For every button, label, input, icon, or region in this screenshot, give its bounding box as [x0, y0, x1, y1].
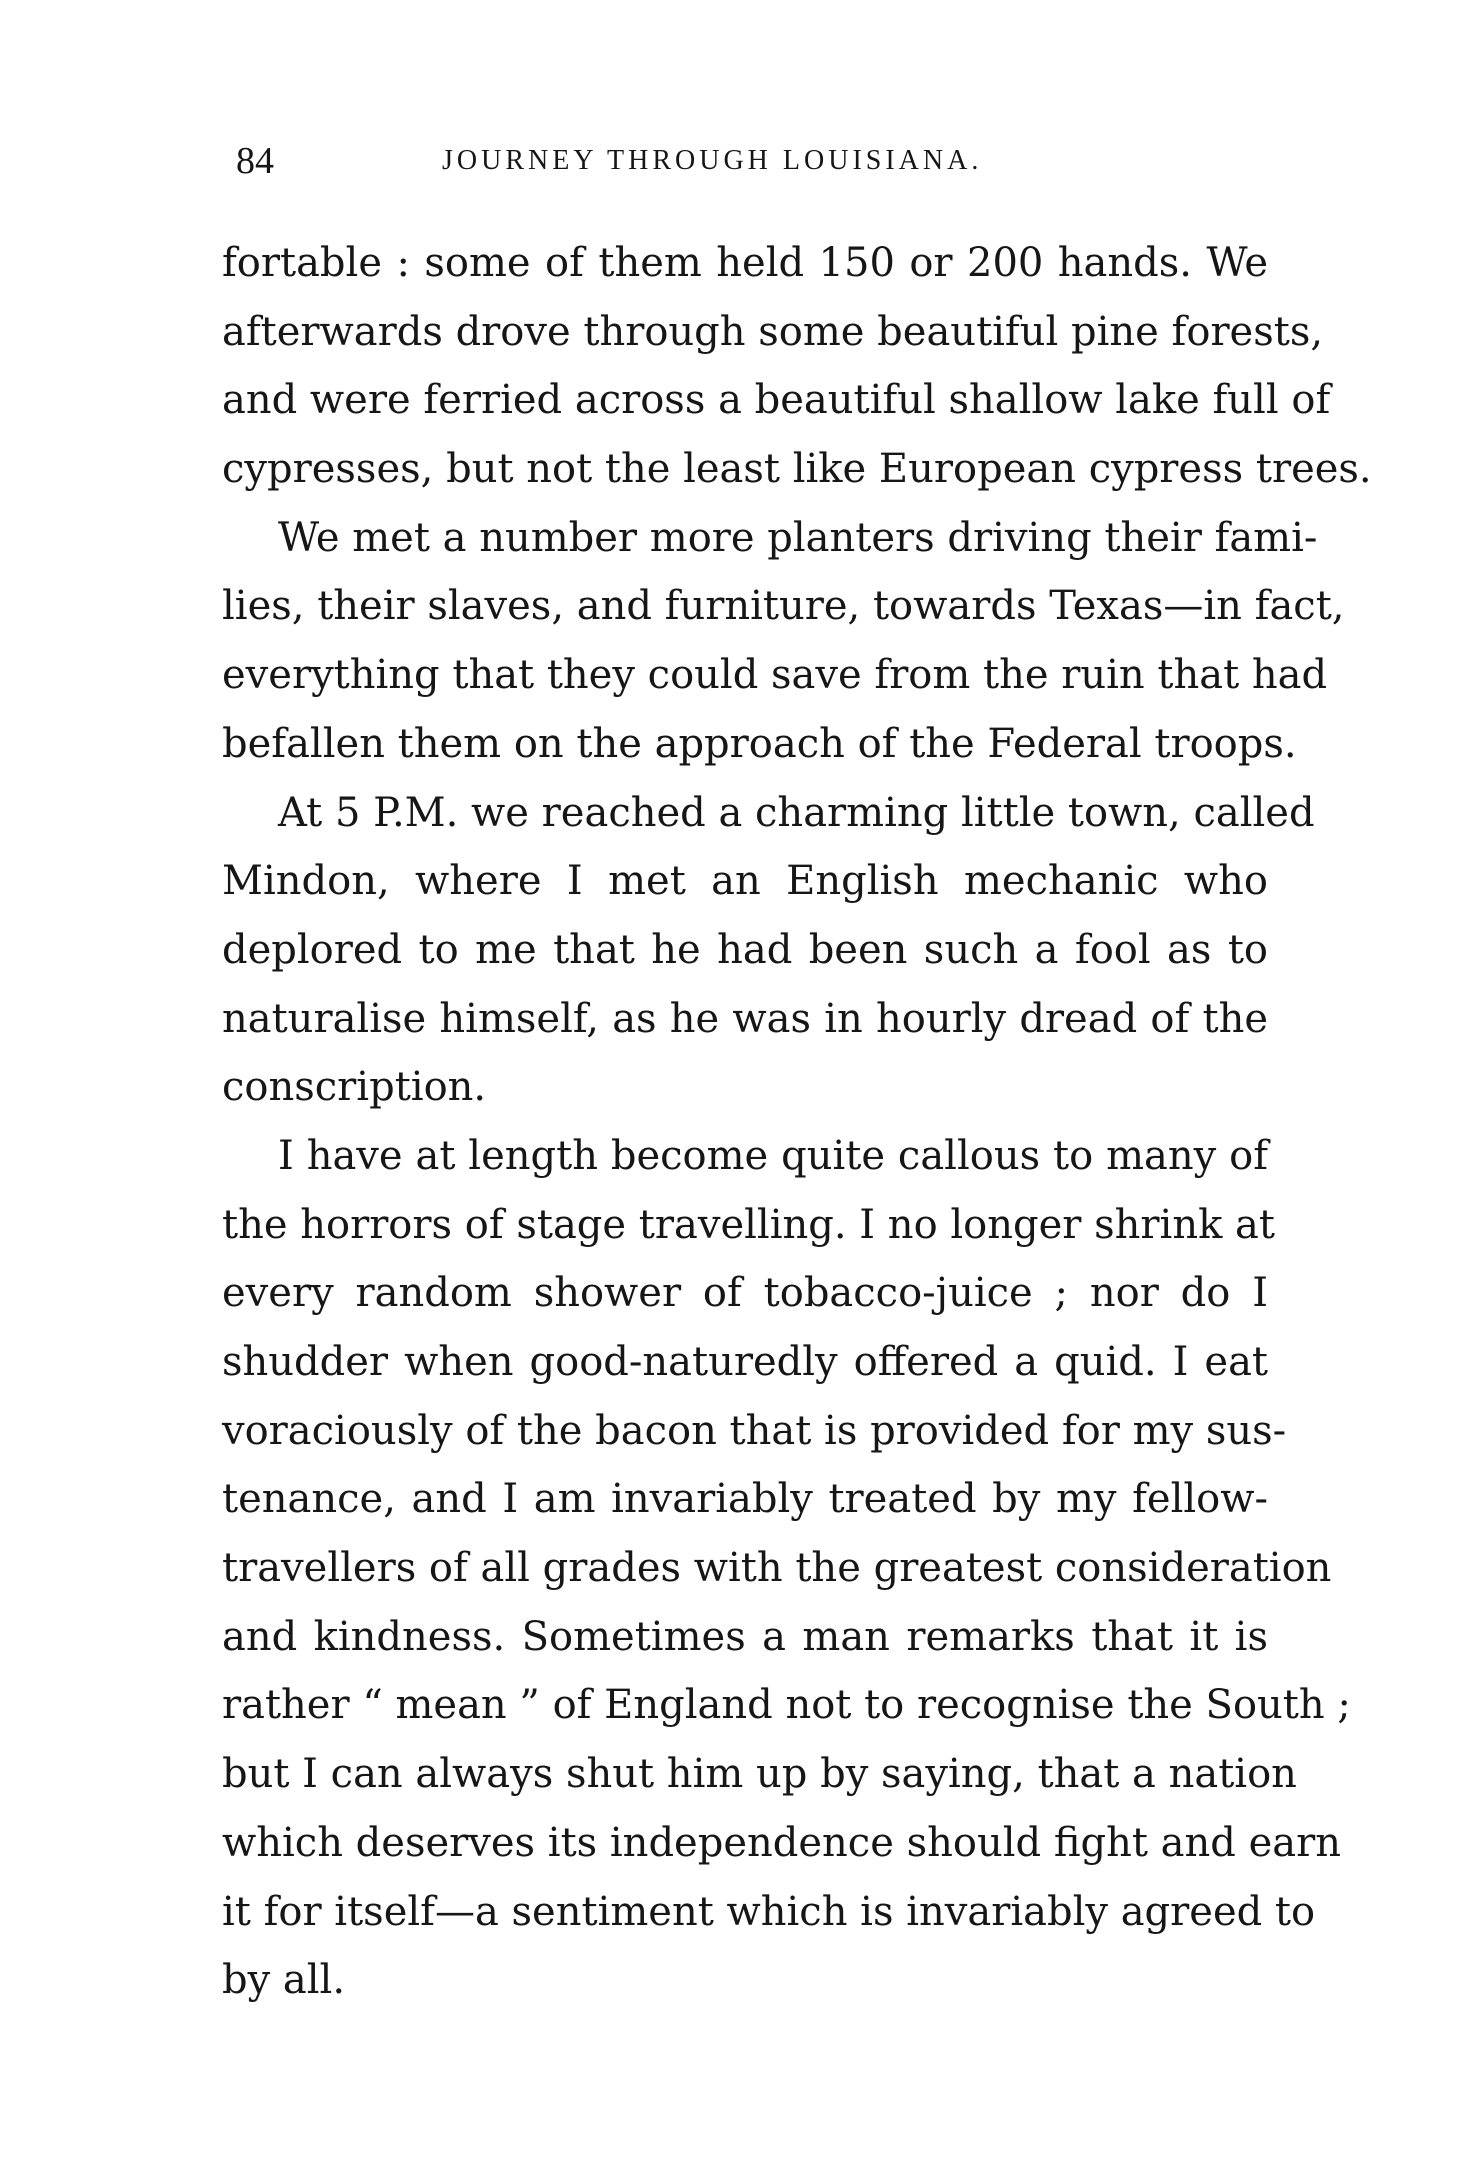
- text-line: everything that they could save from the ruin that had: [222, 652, 1328, 699]
- text-line: rather “ mean ” of England not to recognise the South ;: [222, 1682, 1351, 1729]
- text-line: and were ferried across a beautiful shallow lake full of: [222, 377, 1331, 424]
- text-line: lies, their slaves, and furniture, towards Texas—in fact,: [222, 583, 1345, 630]
- text-line: Mindon, where I met an English mechanic who: [222, 858, 1268, 905]
- text-line: every random shower of tobacco-juice ; nor do I: [222, 1270, 1268, 1317]
- paragraph-first-line: At 5 P.M. we reached a charming little town, called: [278, 789, 1315, 836]
- running-head: [222, 136, 1268, 186]
- text-line: conscription.: [222, 1064, 487, 1111]
- text-line: afterwards drove through some beautiful pine forests,: [222, 308, 1324, 355]
- text-line: deplored to me that he had been such a fool as to: [222, 926, 1268, 973]
- text-line: but I can always shut him up by saying, that a nation: [222, 1751, 1297, 1798]
- text-line: which deserves its independence should fight and earn: [222, 1819, 1342, 1866]
- text-line: naturalise himself, as he was in hourly dread of the: [222, 995, 1268, 1042]
- running-title: JOURNEY THROUGH LOUISIANA.: [442, 145, 983, 176]
- text-line: voraciously of the bacon that is provided for my sus-: [222, 1407, 1287, 1454]
- page-number: 84: [236, 140, 274, 182]
- text-line: shudder when good-naturedly offered a quid. I eat: [222, 1339, 1268, 1385]
- text-line: fortable : some of them held 150 or 200 hands. We: [222, 240, 1268, 286]
- text-line: and kindness. Sometimes a man remarks that it is: [222, 1613, 1268, 1660]
- paragraph-first-line: We met a number more planters driving their fami-: [278, 514, 1318, 561]
- text-line: the horrors of stage travelling. I no longer shrink at: [222, 1201, 1275, 1248]
- text-line: tenance, and I am invariably treated by my fellow-: [222, 1476, 1268, 1523]
- text-line: cypresses, but not the least like European cypress trees.: [222, 446, 1372, 493]
- text-line: it for itself—a sentiment which is invariably agreed to: [222, 1888, 1316, 1935]
- text-line: befallen them on the approach of the Federal troops.: [222, 720, 1297, 767]
- body-text: [222, 229, 1372, 2015]
- paragraph-first-line: I have at length become quite callous to many of: [278, 1132, 1268, 1179]
- text-line: travellers of all grades with the greatest consideration: [222, 1545, 1332, 1592]
- text-line: by all.: [222, 1957, 346, 2004]
